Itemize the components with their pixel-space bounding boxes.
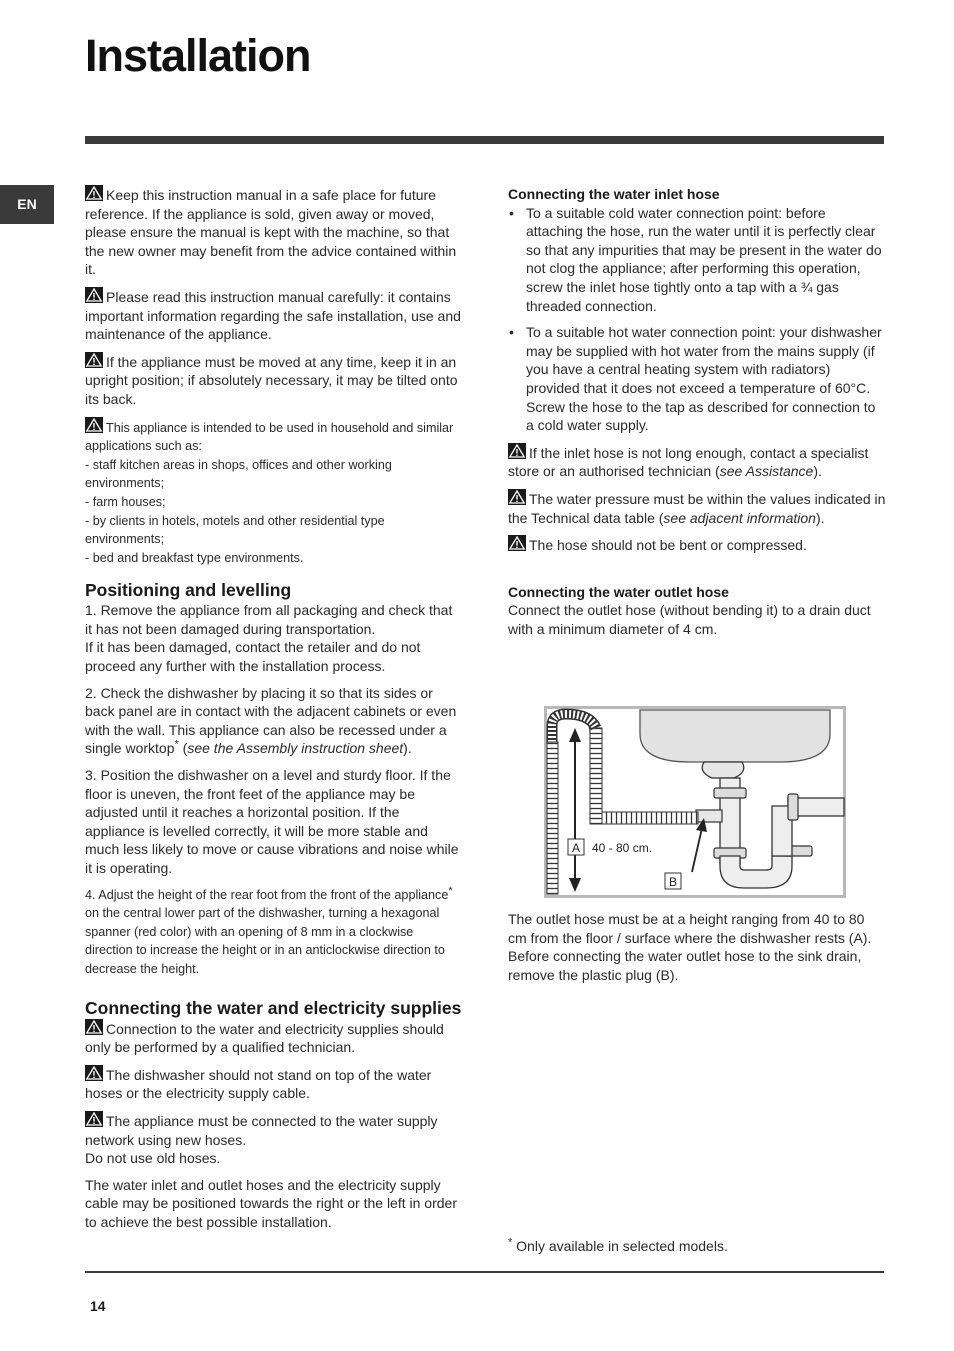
outlet-body-text: Connect the outlet hose (without bending it) to a drain duct with a minimum diameter of 4 cm.: [508, 602, 871, 637]
label-b: B: [669, 875, 678, 889]
positioning-step-3: 3. Position the dishwasher on a level and sturdy floor. If the floor is uneven, the front feet of the appliance may be adjusted until it reaches a horizontal position. If the appliance is levelled correctly, it will be more stable and much less likely to move or cause vibrations and noise while it is operating.: [85, 767, 459, 876]
warning-icon: [85, 417, 103, 433]
list-item: - farm houses;: [85, 494, 166, 509]
label-a: A: [572, 841, 581, 855]
warning-keep-manual: Keep this instruction manual in a safe place for future reference. If the appliance is sold, given away or moved, please ensure the manual is kept with the machine, so that the new owner may benefit from the advice contained within it.: [85, 187, 457, 278]
warning-upright: If the appliance must be moved at any time, keep it in an upright position; if absolutely necessary, it may be tilted onto its back.: [85, 353, 458, 407]
warning-icon: [85, 352, 103, 368]
warning-qualified-technician: Connection to the water and electricity supplies should only be performed by a qualified technician.: [85, 1020, 444, 1056]
list-item: • To a suitable cold water connection point: before attaching the hose, run the water until it is perfectly clear so that any impurities that may be present in the water do not clog the appliance; after performing this operation, screw the inlet hose tightly onto a tap with a ¾ gas threaded connection.: [508, 204, 886, 316]
warning-icon: [85, 1065, 103, 1081]
warning-icon: [508, 443, 526, 459]
list-item: • To a suitable hot water connection point: your dishwasher may be supplied with hot water from the mains supply (if you have a central heating system with radiators) provided that it does not exceed a temperature of 60°C. Screw the hose to the tap as described for connection to a cold water supply.: [508, 323, 886, 435]
right-column: [508, 185, 886, 646]
positioning-step-1: 1. Remove the appliance from all packaging and check that it has not been damaged during transportation. If it has been damaged, contact the retailer and do not proceed any further with the installation process.: [85, 602, 453, 675]
inlet-list: [508, 204, 886, 435]
language-tab: EN: [0, 185, 54, 224]
list-item: - staff kitchen areas in shops, offices and other working environments;: [85, 457, 392, 491]
section-heading-supplies: Connecting the water and electricity supplies: [85, 997, 462, 1018]
warning-icon: [85, 287, 103, 303]
section-heading-outlet: Connecting the water outlet hose: [508, 583, 729, 600]
drain-tailpiece: [702, 762, 744, 778]
sink-basin: [640, 710, 830, 762]
warning-icon: [85, 1019, 103, 1035]
pipe-nut: [714, 788, 746, 798]
hose-vertical: [590, 728, 602, 824]
outlet-hose-diagram: [544, 706, 846, 898]
positioning-step-4: 4. Adjust the height of the rear foot from the front of the appliance* on the central lower part of the dishwasher, turning a hexagonal spanner (red color) with an opening of 8 mm in a clockwise direction to increase the height or in an anticlockwise direction to decrease the height.: [85, 884, 453, 976]
page-title: Installation: [85, 30, 311, 81]
outlet-note-height: The outlet hose must be at a height ranging from 40 to 80 cm from the floor / surface where the dishwasher rests (A).: [508, 911, 872, 946]
list-item: - bed and breakfast type environments.: [85, 550, 304, 565]
pipe-nut: [788, 794, 798, 820]
warning-icon: [508, 535, 526, 551]
height-range-label: 40 - 80 cm.: [592, 841, 653, 855]
warning-new-hoses: The appliance must be connected to the water supply network using new hoses. Do not use old hoses.: [85, 1112, 438, 1167]
section-heading-inlet: Connecting the water inlet hose: [508, 186, 720, 202]
hose-left-leg: [547, 742, 558, 894]
header-rule: [85, 136, 884, 144]
warning-icon: [85, 185, 103, 201]
left-column: [85, 185, 463, 1240]
outlet-notes: [508, 910, 886, 984]
hose-horizontal: [598, 812, 698, 824]
footer-rule: [85, 1271, 884, 1273]
list-item: - by clients in hotels, motels and other residential type environments;: [85, 513, 385, 547]
household-use-notice: This appliance is intended to be used in household and similar applications such as: - staff kitchen areas in shops, offices and other working environments; - farm houses; - by clients in hotels, motels and other residential type environments; - bed and breakfast type environments.: [85, 417, 463, 568]
section-heading-positioning: Positioning and levelling: [85, 580, 292, 601]
warning-icon: [85, 1111, 103, 1127]
warning-icon: [508, 489, 526, 505]
footnote: * Only available in selected models.: [508, 1236, 728, 1254]
supplies-body-text: The water inlet and outlet hoses and the electricity supply cable may be positioned towards the right or the left in order to achieve the best possible installation.: [85, 1176, 457, 1230]
side-inlet-spigot: [696, 810, 722, 822]
warning-hose-bent: The hose should not be bent or compressed.: [508, 535, 886, 555]
page-number: 14: [90, 1298, 106, 1314]
warning-read-manual: Please read this instruction manual carefully: it contains important information regarding the safe installation, use and maintenance of the appliance.: [85, 288, 461, 343]
positioning-step-2: 2. Check the dishwasher by placing it so that its sides or back panel are in contact with the adjacent cabinets or even with the wall. This appliance can also be recessed under a single worktop* (see the Assembly instruction sheet).: [85, 684, 457, 757]
warning-hoses-cable: The dishwasher should not stand on top of the water hoses or the electricity supply cable.: [85, 1066, 432, 1102]
warning-inlet-length: If the inlet hose is not long enough, contact a specialist store or an authorised technician (see Assistance).: [508, 444, 869, 480]
outlet-note-plug: Before connecting the water outlet hose to the sink drain, remove the plastic plug (B).: [508, 948, 862, 983]
warning-water-pressure: The water pressure must be within the values indicated in the Technical data table (see adjacent information).: [508, 490, 886, 526]
